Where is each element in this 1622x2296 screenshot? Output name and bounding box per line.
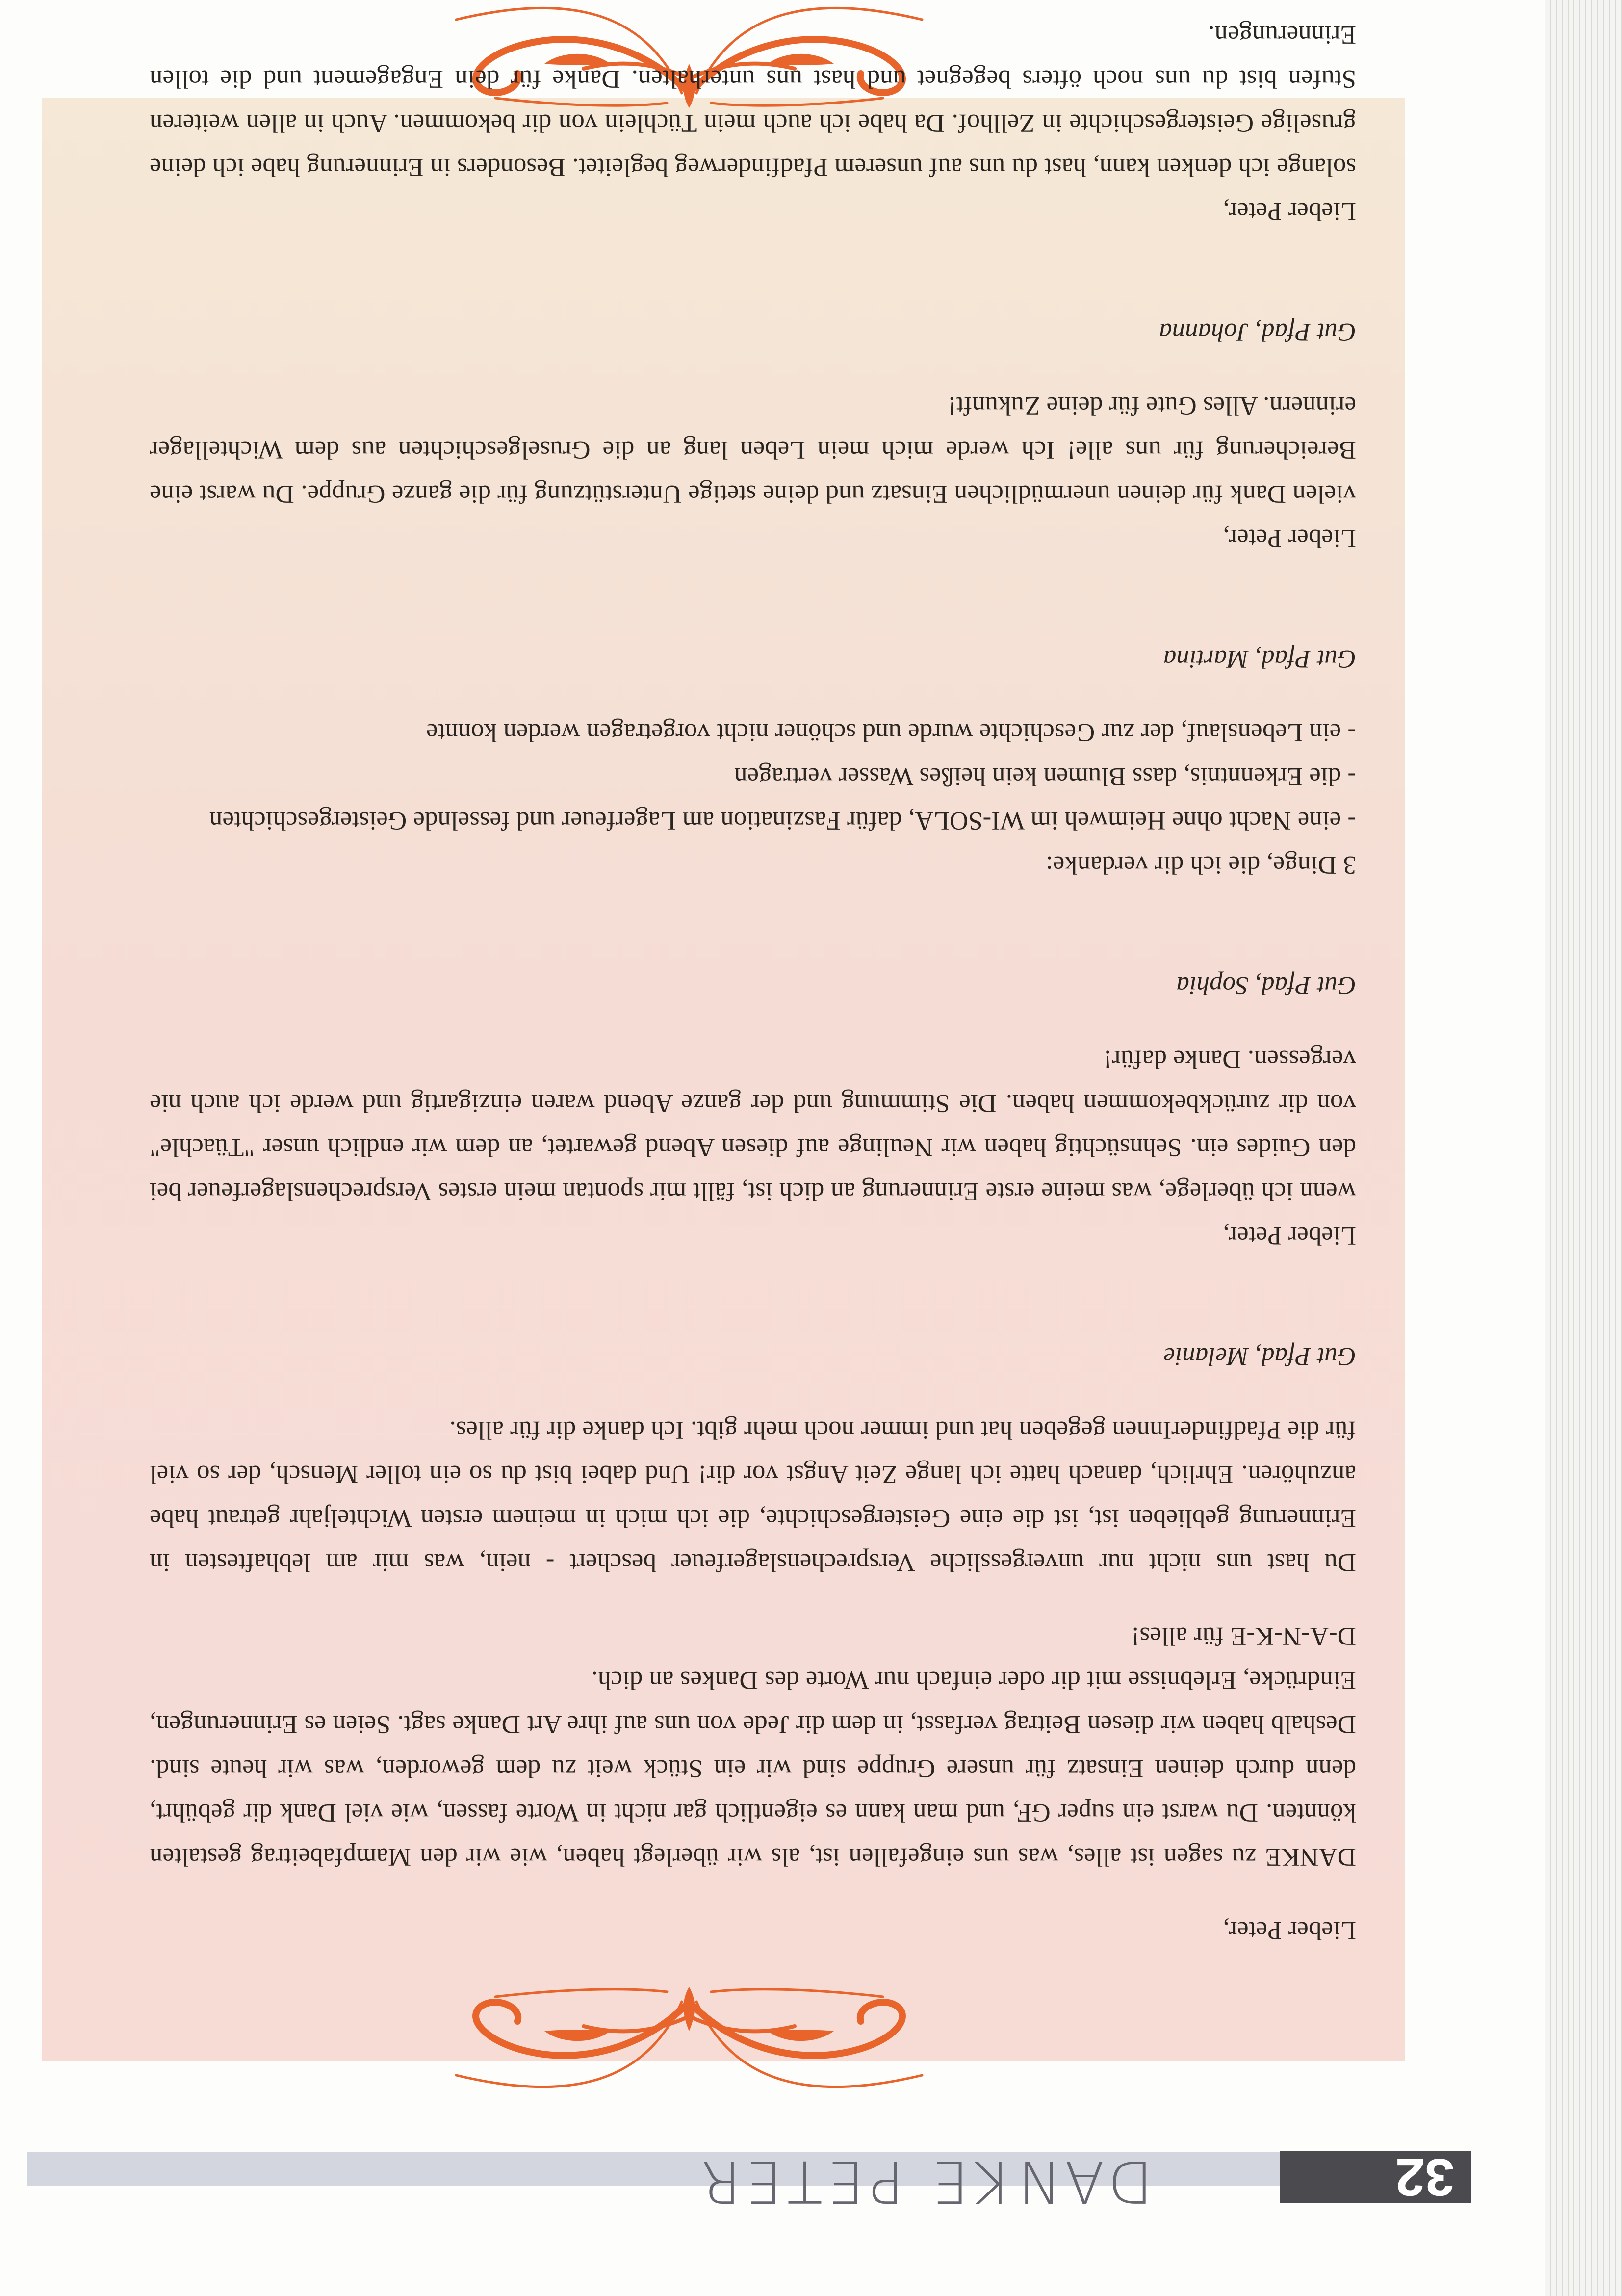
top-flourish-ornament: [437, 1982, 942, 2105]
spacer: [150, 1379, 1356, 1408]
spacer: [150, 681, 1356, 710]
letter-paragraph: D-A-N-K-E für alles!: [1131, 1622, 1356, 1650]
list-item: - eine Nacht ohne Heimweh im WI-SOLA, dafür Faszination am Lagerfeuer und fesselnde Geistergeschichten: [209, 807, 1356, 835]
letters: [150, 0, 1356, 1953]
letter-paragraph: vielen Dank für deinen unermüdlichen Einsatz und deine stetige Unterstützung für die ganze Gruppe. Du warst eine Bereicherung für uns alle! Ich werde mich mein Leben lang an die Gruselgeschichten aus dem Wichtellager erinnern. Alles Gute für deine Zukunft!: [150, 391, 1356, 508]
spacer: [150, 1284, 1356, 1308]
letter-paragraph: solange ich denken kann, hast du uns auf unserem Pfadfinderweg begleitet. Besonders in Erinnerung habe ich deine gruselige Geistergeschichte in Zellhof. Da habe ich auch mein Tüchlein von dir bekommen. Auch in allen weiteren Stufen bist du uns noch öfters begegnet und hast uns unterhalten. Danke für dein Engagement und die tollen Erinnerungen.: [150, 21, 1356, 182]
letter-johanna: [150, 310, 1356, 560]
letter-paragraph: wenn ich überlege, was meine erste Erinnerung an dich ist, fällt mir spontan mein erstes Versprechenslagerfeuer bei den Guides ein. Sehnsüchtig haben wir Neulinge auf diesen Abend gewartet, an dem wir endlich unser "Tüachle" von dir zurückbekommen haben. Die Stimmung und der ganze Abend waren einzigartig und werde ich auch nie vergessen. Danke dafür!: [150, 1045, 1356, 1206]
header-title: DANKE PETER: [695, 2148, 1153, 2216]
spacer: [150, 0, 1356, 13]
spacer: [150, 260, 1356, 284]
letter-sophia: [150, 964, 1356, 1258]
spacer: [150, 586, 1356, 611]
letter-signature: Gut Pfad, Sophia: [1176, 971, 1356, 1000]
spacer: [150, 1879, 1356, 1908]
spacer: [150, 1585, 1356, 1614]
letter-paragraph: DANKE zu sagen ist alles, was uns eingefallen ist, als wir überlegt haben, wie wir den Mampfabeitrag gestalten könnten. Du warst ein super GF, und man kann es eigentlich gar nicht in Worte fassen, wie viel Dank dir gebührt, denn durch deinen Einsatz für unsere Gruppe sind wir ein Stück weit zu dem geworden, was wir heute sind. Deshalb haben wir diesen Beitrag verfasst, in dem dir Jede von uns auf ihre Art Danke sagt. Seien es Erinnerungen, Eindrücke, Erlebnisse mit dir oder einfach nur Worte des Dankes an dich.: [150, 1666, 1356, 1871]
letter-signature: Gut Pfad, Johanna: [1159, 318, 1356, 346]
list-item: - die Erkenntnis, dass Blumen kein heißes Wasser vertragen: [734, 762, 1356, 791]
list-intro: 3 Dinge, die ich dir verdanke:: [1046, 851, 1356, 879]
letter-martina: [150, 637, 1356, 887]
spacer: [150, 1008, 1356, 1037]
letter-greeting: Lieber Peter,: [1223, 1916, 1356, 1945]
spacer: [150, 354, 1356, 384]
letter-greeting: Lieber Peter,: [1223, 524, 1356, 552]
letter-paragraph: Du hast uns nicht nur unvergessliche Versprechenslagerfeuer beschert - nein, was mir am lebhaftesten in Erinnerung geblieben ist, ist die eine Geistergeschichte, die ich mich in meinem ersten Wichteljahr getraut habe anzuhören. Ehrlich, danach hatte ich lange Zeit Angst vor dir! Und dabei bist du so ein toller Mensch, der so viel für die PfadfinderInnen gegeben hat und immer noch mehr gibt. Ich danke dir für alles.: [150, 1416, 1356, 1577]
page-edge: [1545, 0, 1622, 2296]
letter-signature: Gut Pfad, Martina: [1163, 645, 1356, 673]
list-item: - ein Lebenslauf, der zur Geschichte wurde und schöner nicht vorgetragen werden konnte: [426, 718, 1356, 747]
page-number: 32: [1395, 2148, 1454, 2207]
letter-marie: [150, 0, 1356, 234]
letter-group: [150, 1334, 1356, 1953]
letter-greeting: Lieber Peter,: [1223, 197, 1356, 226]
spacer: [150, 913, 1356, 938]
letter-signature: Gut Pfad, Melanie: [1163, 1342, 1356, 1371]
letter-greeting: Lieber Peter,: [1223, 1222, 1356, 1250]
